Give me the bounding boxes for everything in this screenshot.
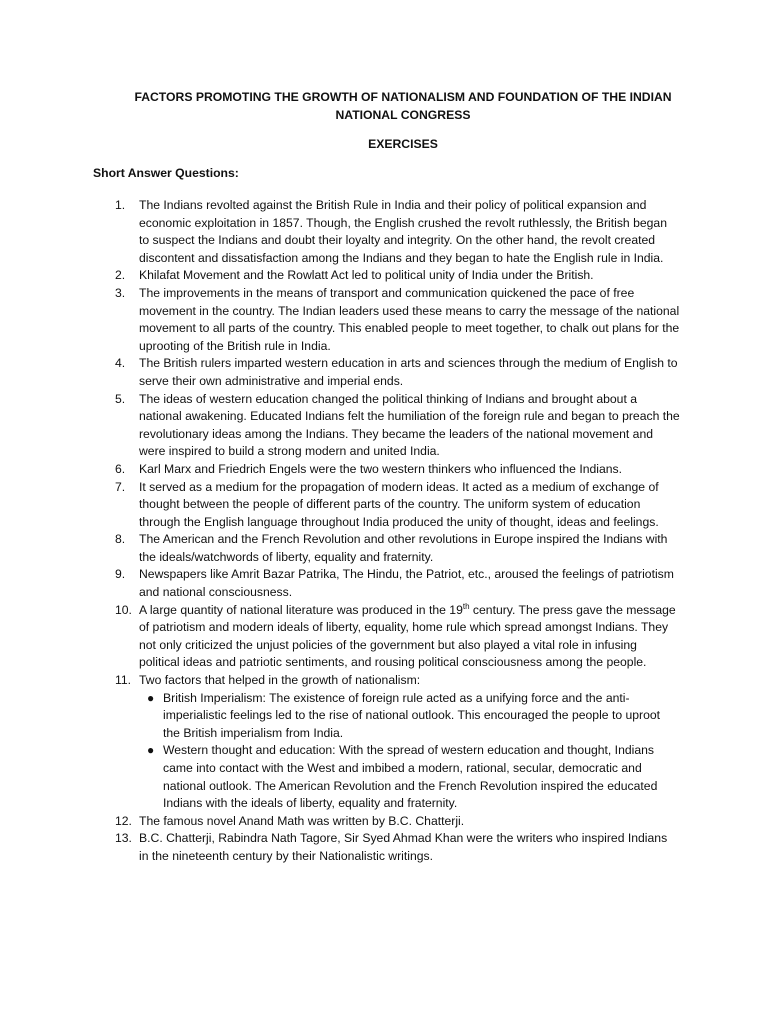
- title-line-2: NATIONAL CONGRESS: [335, 108, 471, 122]
- bullet-icon: ●: [147, 743, 155, 758]
- item-number: 1.: [115, 198, 126, 212]
- title-line-1: FACTORS PROMOTING THE GROWTH OF NATIONALISM AND FOUNDATION OF THE INDIAN: [134, 90, 672, 104]
- item-text: Two factors that helped in the growth of nationalism:: [139, 673, 421, 688]
- list-item: [93, 813, 680, 831]
- item-number: 12.: [115, 813, 132, 828]
- bullet-icon: ●: [147, 690, 155, 705]
- bullet-text: Western thought and education: With the spread of western education and thought, Indians came into contact with the West and imbibed a modern, rational, secular, democratic and national outlook. The American Revolution and the French Revolution inspired the educated Indians with the ideals of liberty, equality and fraternity.: [163, 743, 658, 811]
- item-text: Newspapers like Amrit Bazar Patrika, The Hindu, the Patriot, etc., aroused the feelings of patriotism and national consciousness.: [139, 567, 674, 600]
- list-item: [93, 672, 680, 813]
- bullet-item: [139, 742, 680, 812]
- item-number: 13.: [115, 831, 132, 846]
- item-number: 6.: [115, 461, 126, 476]
- item-number: 11.: [115, 673, 132, 688]
- list-item: [93, 461, 680, 479]
- item-text: The British rulers imparted western education in arts and sciences through the medium of English to serve their own administrative and imperial ends.: [139, 356, 678, 388]
- list-item: [93, 479, 680, 532]
- list-item: [93, 566, 680, 601]
- list-item: [93, 355, 680, 390]
- item-number: 2.: [115, 268, 126, 283]
- item-text: The improvements in the means of transport and communication quickened the pace of free movement in the country. The Indian leaders used these means to carry the message of the national movement to all parts of the country. This enabled people to meet together, to chalk out plans for the uprooting of the British rule in India.: [139, 285, 680, 353]
- list-item: [93, 602, 680, 672]
- item-number: 5.: [115, 391, 126, 406]
- answer-list: [93, 197, 680, 866]
- item-text: The famous novel Anand Math was written by B.C. Chatterji.: [139, 813, 465, 828]
- item-text: The Indians revolted against the British Rule in India and their policy of political expansion and economic exploitation in 1857. Though, the English crushed the revolt ruthlessly, the British began to suspect the Indians and doubt their loyalty and integrity. On the other hand, the revolt created discontent and dissatisfaction among the Indians and they began to hate the English rule in India.: [139, 198, 667, 265]
- item-text: B.C. Chatterji, Rabindra Nath Tagore, Sir Syed Ahmad Khan were the writers who inspired Indians in the nineteenth century by their Nationalistic writings.: [139, 831, 668, 863]
- bullet-list: [139, 690, 680, 813]
- item-text-before: A large quantity of national literature was produced in the 19: [139, 602, 463, 617]
- item-text: Khilafat Movement and the Rowlatt Act led to political unity of India under the British.: [139, 268, 594, 283]
- superscript-th: th: [462, 601, 470, 611]
- exercises-heading: EXERCISES: [368, 137, 438, 151]
- item-number: 3.: [115, 285, 126, 300]
- list-item: [93, 197, 680, 267]
- list-item: [93, 391, 680, 461]
- item-text: It served as a medium for the propagation of modern ideas. It acted as a medium of exchange of thought between the people of different parts of the country. The uniform system of education through the English language throughout India produced the unity of thought, ideas and feelings.: [139, 479, 659, 529]
- item-number: 4.: [115, 356, 126, 371]
- list-item: [93, 531, 680, 566]
- item-text: The American and the French Revolution and other revolutions in Europe inspired the Indians with the ideals/watchwords of liberty, equality and fraternity.: [139, 532, 668, 564]
- item-text-after: century. The press gave the message of patriotism and modern ideals of liberty, equality, home rule which spread amongst Indians. They not only criticized the unjust policies of the government but also played a vital role in infusing political ideas and patriotic sentiments, and rousing political consciousness among the people.: [139, 602, 676, 670]
- bullet-text: British Imperialism: The existence of foreign rule acted as a unifying force and the anti-imperialistic feelings led to the rise of national outlook. This encouraged the people to uproot the British imperialism from India.: [163, 690, 661, 740]
- list-item: [93, 830, 680, 865]
- item-number: 7.: [115, 479, 126, 494]
- item-number: 9.: [115, 567, 126, 582]
- item-number: 8.: [115, 532, 126, 547]
- section-heading: Short Answer Questions:: [93, 166, 239, 180]
- item-text: The ideas of western education changed the political thinking of Indians and brought about a national awakening. Educated Indians felt the humiliation of the foreign rule and began to preach the revolutionary ideas among the Indians. They became the leaders of the national movement and were inspired to build a strong modern and united India.: [139, 391, 680, 459]
- item-number: 10.: [115, 602, 132, 617]
- list-item: [93, 285, 680, 355]
- bullet-item: [139, 690, 680, 743]
- item-text: Karl Marx and Friedrich Engels were the two western thinkers who influenced the Indians.: [139, 461, 623, 476]
- list-item: [93, 267, 680, 285]
- document-title: [123, 88, 683, 124]
